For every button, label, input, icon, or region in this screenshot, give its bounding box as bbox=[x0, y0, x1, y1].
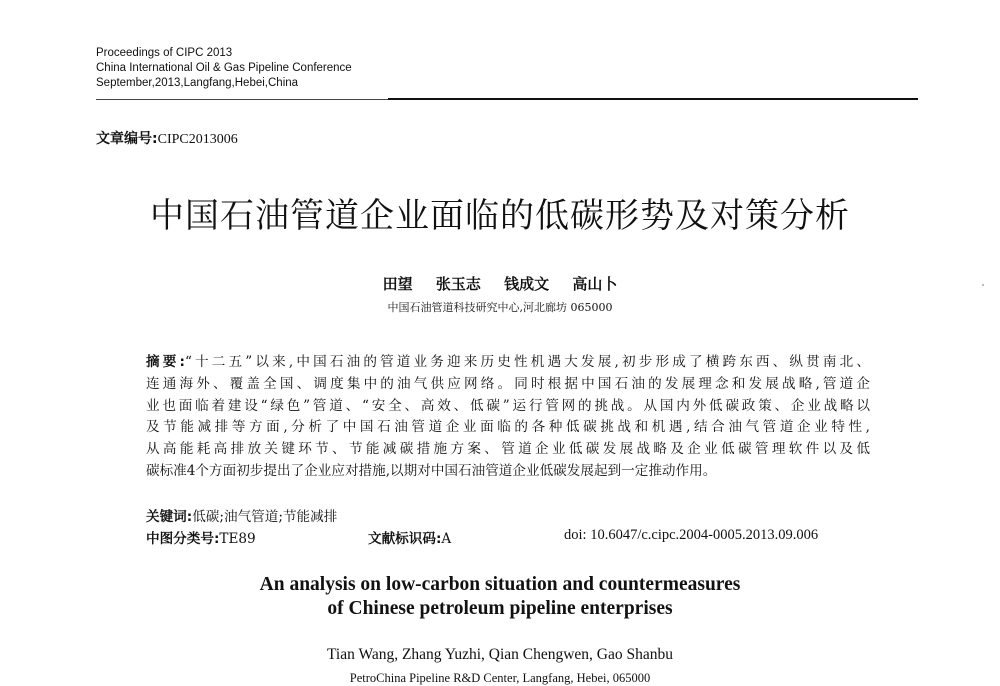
conference-name: China International Oil & Gas Pipeline Conference bbox=[96, 62, 352, 74]
header-rule-bold bbox=[388, 98, 918, 100]
document-code: 文献标识码:A bbox=[368, 531, 452, 547]
author-cn: 田望 bbox=[382, 275, 413, 293]
authors-cn bbox=[0, 273, 1000, 294]
clc-number: 中图分类号:TE89 bbox=[146, 531, 256, 547]
abstract-line: 及节能减排等方面,分析了中国石油管道企业面临的各种低碳挑战和机遇,结合油气管道企业特性, bbox=[146, 419, 870, 436]
keywords bbox=[146, 505, 337, 525]
affiliation-cn: 中国石油管道科技研究中心,河北廊坊 065000 bbox=[387, 301, 613, 314]
authors-en: Tian Wang, Zhang Yuzhi, Qian Chengwen, Gao Shanbu bbox=[326, 646, 674, 663]
abstract-line: 摘要:“十二五”以来,中国石油的管道业务迎来历史性机遇大发展,初步形成了横跨东西、纵贯南北、 bbox=[146, 354, 870, 370]
proceedings-header bbox=[96, 46, 352, 91]
abstract-line: 从高能耗高排放关键环节、节能减碳措施方案、管道企业低碳发展战略及企业低碳管理软件以及低 bbox=[146, 441, 870, 458]
author-cn: 钱成文 bbox=[504, 275, 550, 293]
abstract-label: 摘要: bbox=[146, 354, 185, 370]
author-cn: 高山卜 bbox=[572, 275, 618, 293]
article-number-label: 文章编号: bbox=[96, 131, 158, 147]
scan-speck bbox=[982, 284, 984, 286]
abstract-line: 连通海外、覆盖全国、调度集中的油气供应网络。同时根据中国石油的发展理念和发展战略,管道企 bbox=[146, 375, 870, 392]
article-number bbox=[96, 128, 238, 148]
proceedings-name: Proceedings of CIPC 2013 bbox=[96, 47, 233, 59]
paper-title-en bbox=[0, 573, 1000, 621]
paper-title-cn: 中国石油管道企业面临的低碳形势及对策分析 bbox=[150, 196, 850, 236]
title-en-line: of Chinese petroleum pipeline enterprises bbox=[327, 598, 673, 619]
abstract-line: 碳标准4个方面初步提出了企业应对措施,以期对中国石油管道企业低碳发展起到一定推动作用。 bbox=[146, 462, 717, 479]
abstract-cn bbox=[146, 352, 870, 483]
affiliation-en: PetroChina Pipeline R&D Center, Langfang, Hebei, 065000 bbox=[349, 671, 651, 685]
title-en-line: An analysis on low-carbon situation and countermeasures bbox=[259, 574, 741, 595]
author-cn: 张玉志 bbox=[435, 275, 481, 293]
conference-date-place: September,2013,Langfang,Hebei,China bbox=[96, 77, 299, 89]
article-number-value: CIPC2013006 bbox=[157, 132, 238, 147]
keywords-label: 关键词: bbox=[146, 509, 193, 525]
keywords-value: 低碳;油气管道;节能减排 bbox=[192, 509, 338, 525]
abstract-line: 业也面临着建设“绿色”管道、“安全、高效、低碳”运行管网的挑战。从国内外低碳政策、企业战略以 bbox=[146, 397, 870, 414]
doi: doi: 10.6047/c.cipc.2004-0005.2013.09.006 bbox=[564, 527, 819, 543]
